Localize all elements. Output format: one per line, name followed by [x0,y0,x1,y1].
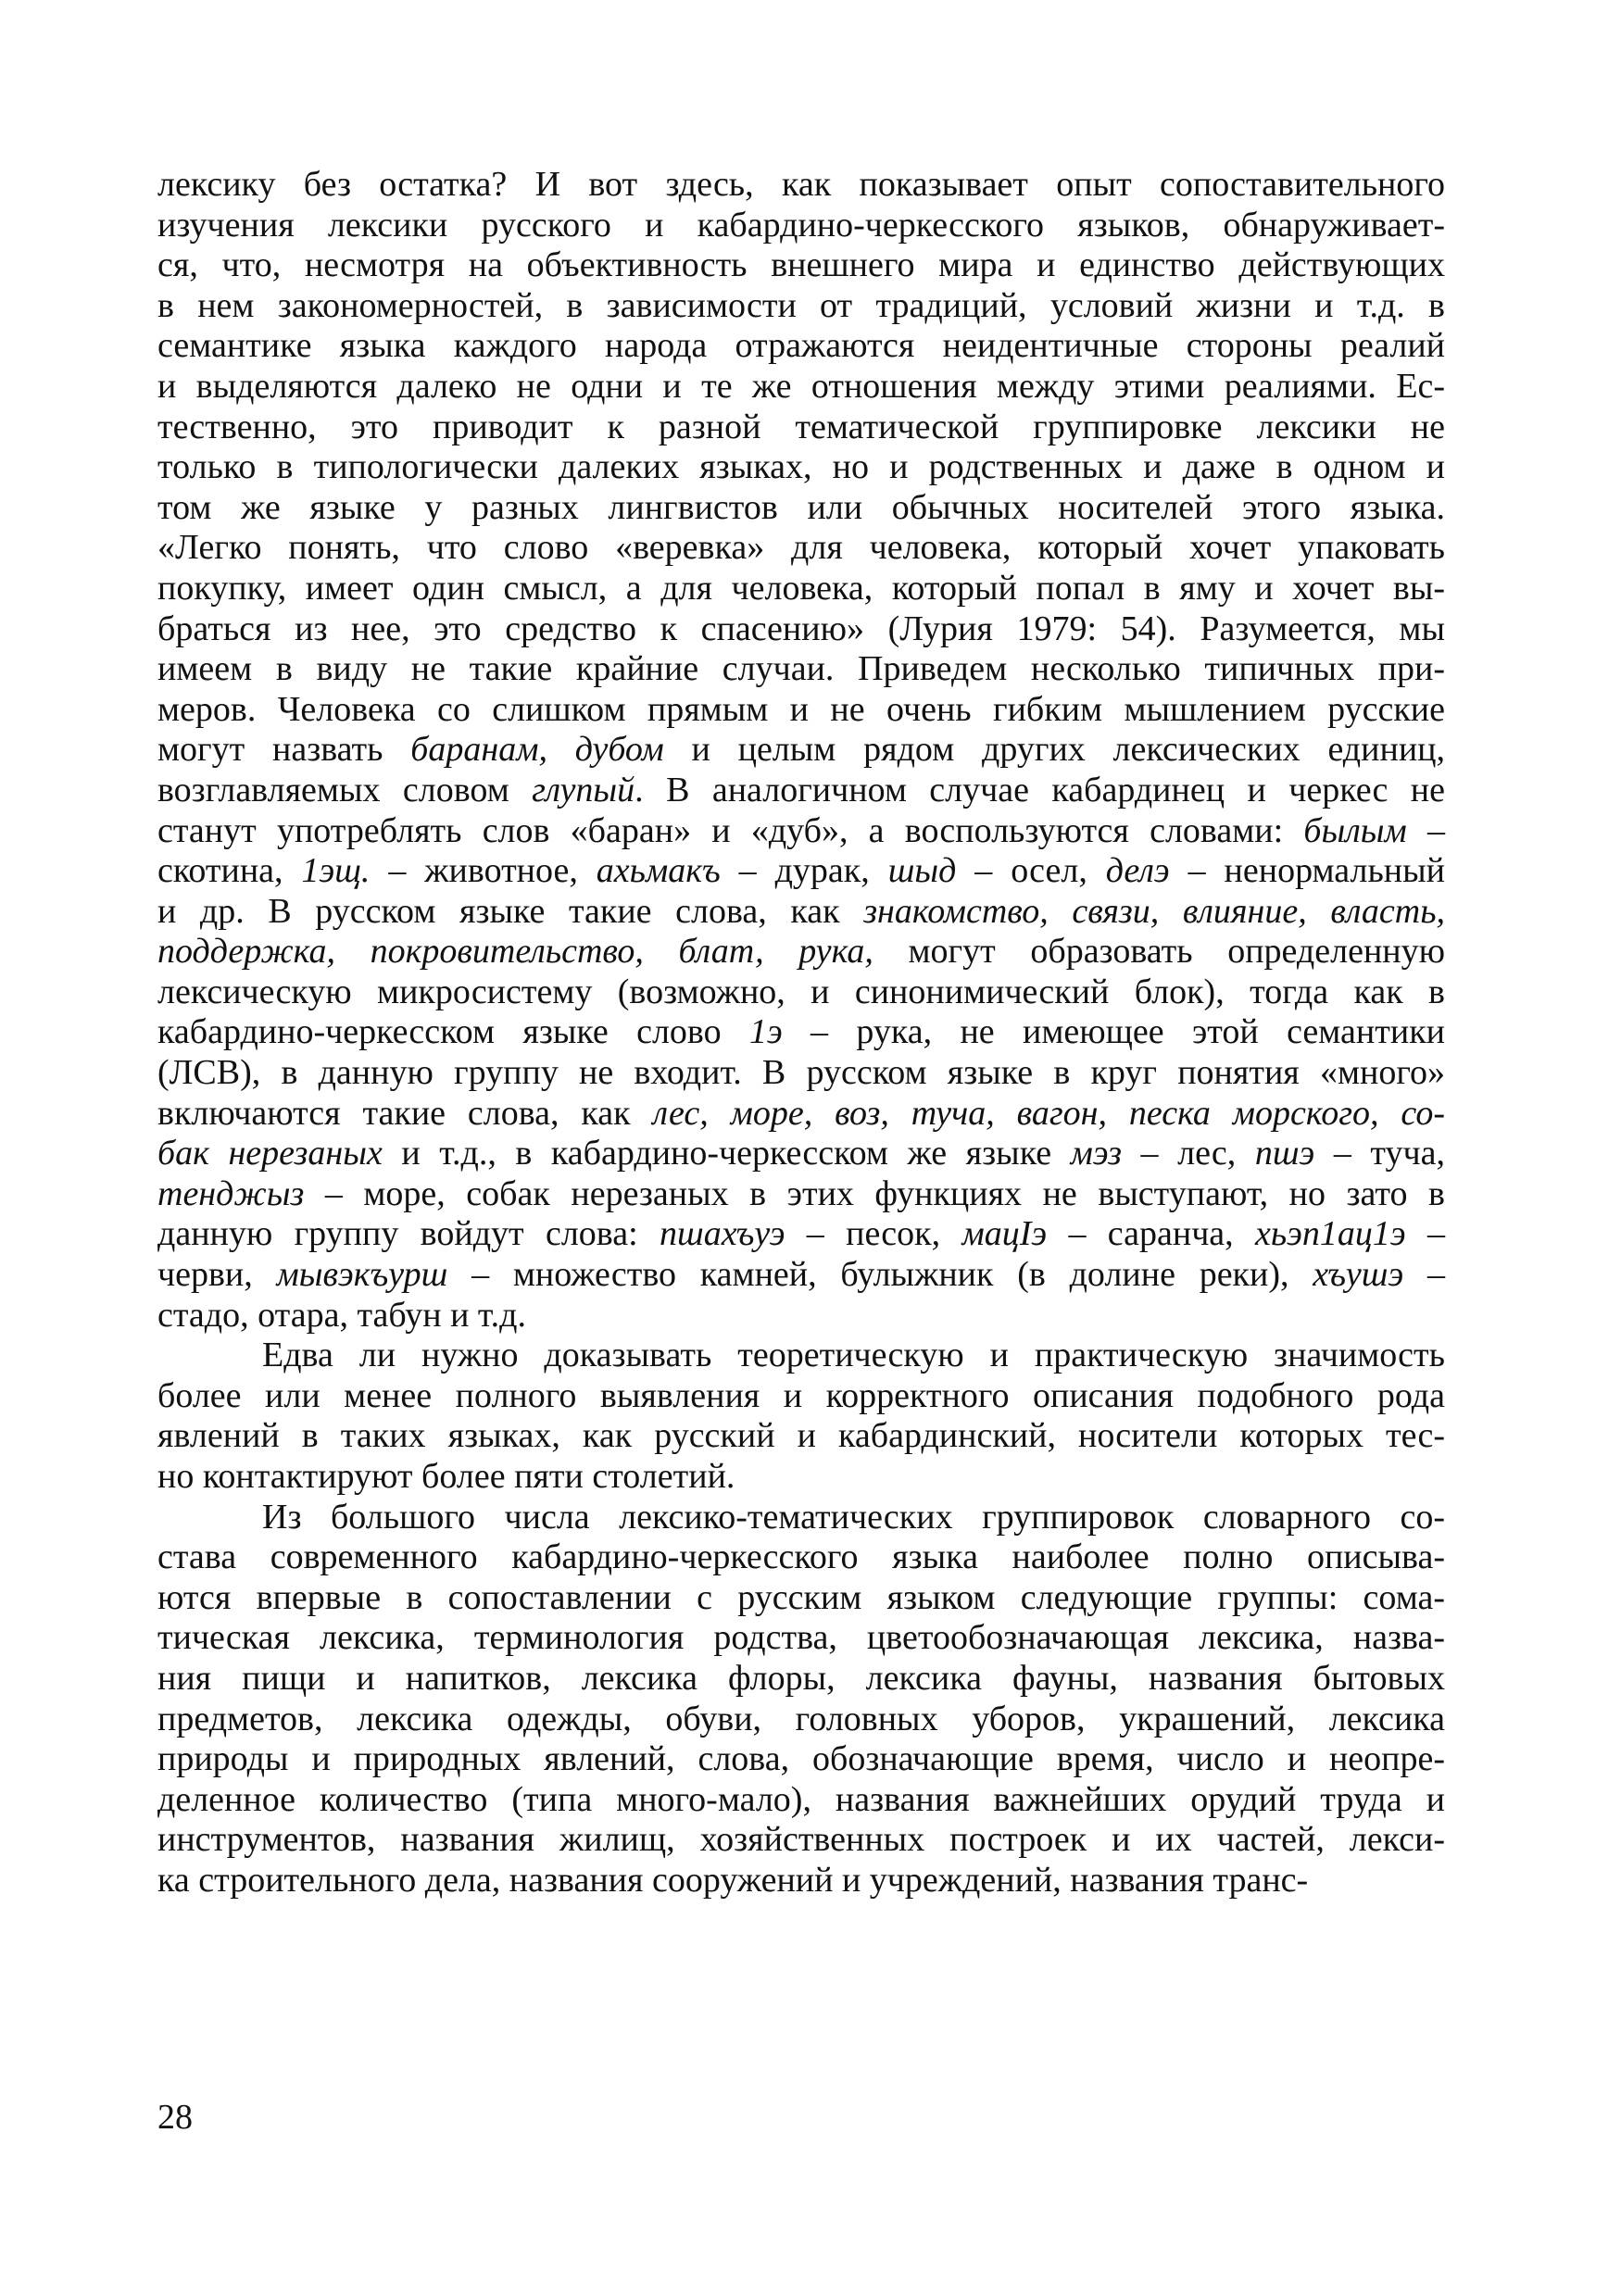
text-line: возглавляемых словом глупый. В аналогичном случае кабардинец и черкес не [157,770,1445,809]
text-line: стадо, отара, табун и т.д. [157,1295,527,1335]
text-line: меров. Человека со слишком прямым и не очень гибким мышлением русские [157,689,1445,729]
italic-term: хъушэ [1313,1255,1404,1295]
text-line: Едва ли нужно доказывать теоретическую и практическую значимость [262,1336,1445,1375]
text-line: кабардино-черкесском языке слово 1э – рука, не имеющее этой семантики [157,1012,1445,1052]
text-line: деленное количество (типа много-мало), названия важнейших орудий труда и [157,1779,1445,1819]
text-line: природы и природных явлений, слова, обозначающие время, число и неопре- [157,1739,1445,1779]
text-line: инструментов, названия жилищ, хозяйственных построек и их частей, лекси- [157,1820,1445,1860]
text-line: только в типологически далеких языках, но и родственных и даже в одном и [157,447,1445,487]
italic-term: поддержка, покровительство, блат, рука, [157,932,873,972]
text-line: в нем закономерностей, в зависимости от традиций, условий жизни и т.д. в [157,285,1445,325]
italic-term: 1эщ. [301,851,371,891]
text-line: лексику без остатка? И вот здесь, как показывает опыт сопоставительного [157,165,1445,204]
text-line: данную группу войдут слова: пшахъуэ – песок, мацIэ – саранча, хьэп1ац1э – [157,1214,1446,1254]
paragraph [157,1498,1445,1901]
text-line: ка строительного дела, названия сооружений и учреждений, названия транс- [157,1860,1309,1900]
italic-term: ахьмакъ [596,851,721,891]
text-line: поддержка, покровительство, блат, рука, могут образовать определенную [157,932,1445,972]
text-line: лексическую микросистему (возможно, и синонимический блок), тогда как в [157,972,1445,1011]
text-line: бак нерезаных и т.д., в кабардино-черкесском же языке мэз – лес, пшэ – туча, [157,1134,1445,1173]
italic-term: баранам, дубом [410,730,664,770]
italic-term: знакомство, связи, влияние, власть, [863,891,1445,931]
text-line: ния пищи и напитков, лексика флоры, лексика фауны, названия бытовых [157,1658,1445,1698]
italic-term: лес, море, воз, туча, вагон, песка морского, со- [652,1093,1445,1133]
italic-term: тенджыз [157,1173,305,1213]
text-line: но контактируют более пяти столетий. [157,1457,735,1496]
italic-term: шыд [887,851,957,891]
text-line: изучения лексики русского и кабардино-черкесского языков, обнаруживает- [157,205,1445,245]
italic-term: мацIэ [961,1214,1048,1254]
text-line: станут употреблять слов «баран» и «дуб», а воспользуются словами: былым – [157,810,1446,850]
text-line: покупку, имеет один смысл, а для человека, который попал в яму и хочет вы- [157,568,1445,608]
text-line: тественно, это приводит к разной тематической группировке лексики не [157,407,1445,446]
text-line: и выделяются далеко не одни и те же отношения между этими реалиями. Ес- [157,366,1445,406]
text-line: включаются такие слова, как лес, море, воз, туча, вагон, песка морского, со- [157,1093,1445,1133]
text-line: (ЛСВ), в данную группу не входит. В русском языке в круг понятия «много» [157,1053,1445,1093]
text-line: скотина, 1эщ. – животное, ахьмакъ – дурак, шыд – осел, делэ – ненормальный [157,851,1446,891]
italic-term: бак нерезаных [157,1134,383,1173]
italic-term: мэз [1070,1134,1122,1173]
text-line: имеем в виду не такие крайние случаи. Приведем несколько типичных при- [157,649,1445,689]
italic-term: глупый [532,770,635,809]
italic-term: хьэп1ац1э [1255,1214,1406,1254]
text-line: Из большого числа лексико-тематических группировок словарного со- [262,1497,1445,1537]
text-line: могут назвать баранам, дубом и целым рядом других лексических единиц, [157,730,1445,770]
text-line: и др. В русском языке такие слова, как знакомство, связи, влияние, власть, [157,891,1445,931]
paragraph [157,1336,1445,1497]
text-line: ся, что, несмотря на объективность внешнего мира и единство действующих [157,245,1445,285]
text-line: тическая лексика, терминология родства, цветообозначающая лексика, назва- [157,1618,1445,1658]
text-line: явлений в таких языках, как русский и кабардинский, носители которых тес- [157,1416,1445,1456]
text-line: семантике языка каждого народа отражаются неидентичные стороны реалий [157,326,1445,366]
italic-term: мывэкъурш [276,1255,448,1295]
italic-term: пшахъуэ [660,1214,785,1254]
italic-term: пшэ [1254,1134,1315,1173]
italic-term: делэ [1105,851,1170,891]
italic-term: былым [1303,810,1407,850]
page-number: 28 [157,2098,193,2137]
text-line: «Легко понять, что слово «веревка» для человека, который хочет упаковать [157,528,1445,568]
italic-term: 1э [748,1012,783,1052]
text-line: ются впервые в сопоставлении с русским языком следующие группы: сома- [157,1577,1445,1617]
text-line: черви, мывэкъурш – множество камней, булыжник (в долине реки), хъушэ – [157,1255,1445,1295]
text-line: том же языке у разных лингвистов или обычных носителей этого языка. [157,487,1445,527]
paragraph [157,165,1445,1336]
text-line: тенджыз – море, собак нерезаных в этих функциях не выступают, но зато в [157,1173,1445,1213]
text-line: браться из нее, это средство к спасению» (Лурия 1979: 54). Разумеется, мы [157,609,1445,648]
text-line: става современного кабардино-черкесского языка наиболее полно описыва- [157,1537,1445,1577]
body-text [157,165,1445,1901]
text-line: предметов, лексика одежды, обуви, головных уборов, украшений, лексика [157,1699,1445,1738]
text-line: более или менее полного выявления и корректного описания подобного рода [157,1375,1445,1415]
